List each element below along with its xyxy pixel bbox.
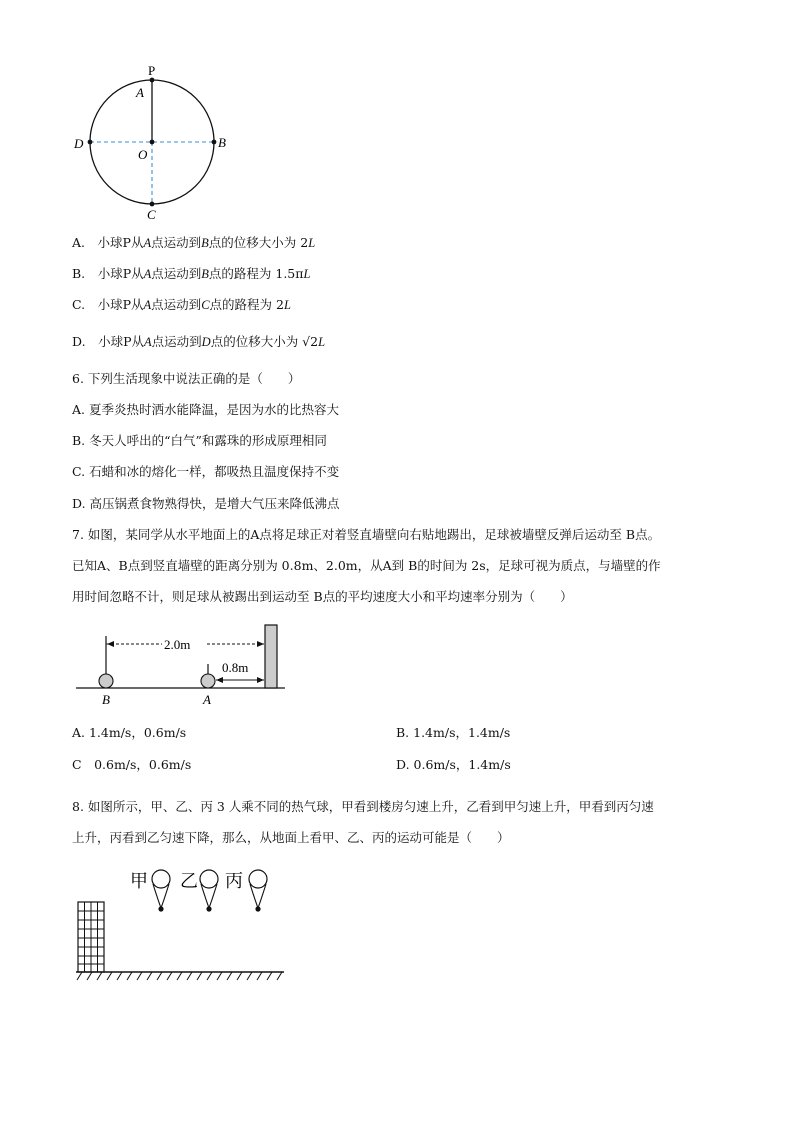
q6-option-d: D. 高压锅煮食物熟得快，是增大气压来降低沸点 [72, 496, 340, 511]
label-A: A [136, 85, 144, 100]
dist-label-long: 2.0m [164, 637, 191, 652]
balloon-jia [152, 870, 170, 912]
dist-label-short: 0.8m [222, 660, 249, 675]
q7-option-a: A. 1.4m/s，0.6m/s [72, 725, 187, 740]
point-B [212, 140, 217, 145]
arrow-2m-left [107, 641, 114, 647]
arrow-08m-left [216, 677, 223, 683]
q6-option-a: A. 夏季炎热时洒水能降温，是因为水的比热容大 [72, 402, 339, 417]
label-P: P [148, 63, 156, 78]
q7-stem-line-1: 7. 如图，某同学从水平地面上的A点将足球正对着竖直墙壁向右贴地踢出，足球被墙壁反弹后运动至 B点。 [72, 527, 661, 542]
ground-hatched [76, 972, 284, 980]
label-O: O [138, 147, 148, 162]
ball-B [99, 674, 113, 688]
ball-A [201, 674, 215, 688]
q6-option-b: B. 冬天人呼出的“白气”和露珠的形成原理相同 [72, 433, 327, 448]
q7-option-c: C 0.6m/s，0.6m/s [72, 757, 192, 772]
balloon-yi [200, 870, 218, 912]
label-B: B [218, 135, 226, 150]
q8-stem-line-1: 8. 如图所示，甲、乙、丙 3 人乘不同的热气球，甲看到楼房匀速上升，乙看到甲匀速上升，甲看到丙匀速 [72, 799, 654, 814]
label-C: C [147, 207, 156, 222]
point-C [150, 202, 155, 207]
q5-option-b: B. 小球P从A点运动到B点的路程为 1.5πL [72, 266, 311, 281]
football-wall-figure [70, 620, 300, 710]
point-D [88, 140, 93, 145]
q7-option-b: B. 1.4m/s，1.4m/s [396, 725, 511, 740]
balloon-bing [249, 870, 267, 912]
point-O [150, 140, 155, 145]
label-jia: 甲 [130, 871, 148, 891]
q5-option-c: C. 小球P从A点运动到C点的路程为 2L [72, 297, 291, 312]
balloon-figure [74, 862, 294, 986]
arrow-2m-right [257, 641, 264, 647]
circle-figure [70, 62, 240, 224]
q7-stem-line-3: 用时间忽略不计，则足球从被踢出到运动至 B点的平均速度大小和平均速率分别为（ ） [72, 589, 573, 604]
q5-option-a: A. 小球P从A点运动到B点的位移大小为 2L [72, 235, 316, 250]
label-bing: 丙 [225, 871, 243, 891]
wall [265, 625, 277, 688]
building [78, 902, 104, 972]
label-A: A [203, 692, 211, 707]
label-yi: 乙 [180, 871, 198, 891]
point-P [150, 78, 155, 83]
q7-option-d: D. 0.6m/s，1.4m/s [396, 757, 511, 772]
q6-stem: 6. 下列生活现象中说法正确的是（ ） [72, 371, 301, 386]
q7-stem-line-2: 已知A、B点到竖直墙壁的距离分别为 0.8m、2.0m，从A到 B的时间为 2s，足球可视为质点，与墙壁的作 [72, 558, 661, 573]
q8-stem-line-2: 上升，丙看到乙匀速下降，那么，从地面上看甲、乙、丙的运动可能是（ ） [72, 830, 510, 845]
arrow-08m-right [257, 677, 264, 683]
q5-option-d: D. 小球P从A点运动到D点的位移大小为 √2L [72, 334, 326, 349]
q6-option-c: C. 石蜡和冰的熔化一样，都吸热且温度保持不变 [72, 464, 340, 479]
label-B: B [102, 692, 110, 707]
label-D: D [74, 136, 84, 151]
